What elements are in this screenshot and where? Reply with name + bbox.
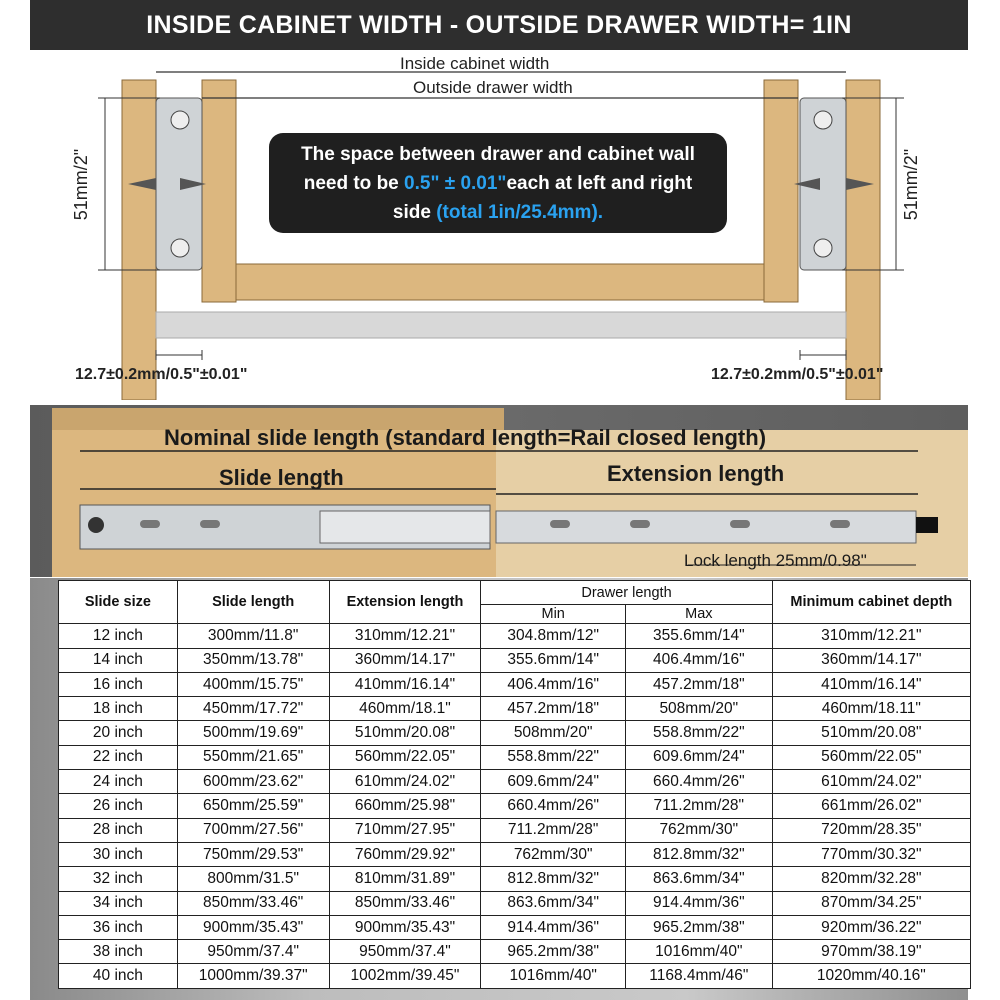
callout-line3a: side (392, 201, 437, 223)
slide-length-label: Slide length (219, 465, 344, 490)
callout-line1: The space between drawer and cabinet wall (301, 143, 695, 165)
table-cell: 18 inch (59, 697, 178, 721)
height-label-right: 51mm/2" (901, 148, 922, 221)
table-cell: 36 inch (59, 915, 178, 939)
table-cell: 310mm/12.21" (329, 624, 481, 648)
table-row (59, 697, 971, 721)
table-cell: 762mm/30" (481, 842, 626, 866)
lock-length-label: Lock length 25mm/0.98" (684, 551, 867, 570)
drawer-bottom (236, 264, 764, 300)
table-cell: 720mm/28.35" (772, 818, 970, 842)
table-cell: 850mm/33.46" (177, 891, 329, 915)
table-cell: 1168.4mm/46" (625, 964, 772, 988)
table-cell: 920mm/36.22" (772, 915, 970, 939)
right-drawer-side (764, 80, 798, 302)
table-cell: 660mm/25.98" (329, 794, 481, 818)
table-cell: 610mm/24.02" (772, 770, 970, 794)
table-cell: 460mm/18.11" (772, 697, 970, 721)
table-cell: 28 inch (59, 818, 178, 842)
header-min: Min (481, 605, 626, 624)
floor-strip (156, 312, 846, 338)
table-row (59, 721, 971, 745)
table-cell: 304.8mm/12" (481, 624, 626, 648)
table-cell: 26 inch (59, 794, 178, 818)
left-slide-ball-bottom (171, 239, 189, 257)
table-body (59, 624, 971, 988)
slide-bumper (88, 517, 104, 533)
table-cell: 500mm/19.69" (177, 721, 329, 745)
table-cell: 560mm/22.05" (329, 745, 481, 769)
table-cell: 360mm/14.17" (772, 648, 970, 672)
table-cell: 965.2mm/38" (481, 940, 626, 964)
table-cell: 14 inch (59, 648, 178, 672)
table-cell: 22 inch (59, 745, 178, 769)
table-cell: 600mm/23.62" (177, 770, 329, 794)
table-cell: 457.2mm/18" (481, 697, 626, 721)
table-cell: 1002mm/39.45" (329, 964, 481, 988)
inside-cabinet-width-label: Inside cabinet width (400, 54, 550, 73)
table-cell: 310mm/12.21" (772, 624, 970, 648)
table-cell: 850mm/33.46" (329, 891, 481, 915)
table-cell: 410mm/16.14" (329, 672, 481, 696)
right-slide-ball-top (814, 111, 832, 129)
table-cell: 970mm/38.19" (772, 940, 970, 964)
table-row (59, 672, 971, 696)
left-slide-ball-top (171, 111, 189, 129)
table-cell: 24 inch (59, 770, 178, 794)
table-cell: 661mm/26.02" (772, 794, 970, 818)
table-cell: 355.6mm/14" (625, 624, 772, 648)
table-cell: 12 inch (59, 624, 178, 648)
table-cell: 1016mm/40" (481, 964, 626, 988)
table-cell: 660.4mm/26" (481, 794, 626, 818)
table-cell: 32 inch (59, 867, 178, 891)
table-cell: 457.2mm/18" (625, 672, 772, 696)
table-cell: 609.6mm/24" (625, 745, 772, 769)
nominal-slide-length-label: Nominal slide length (standard length=Rail closed length) (164, 425, 767, 450)
table-cell: 863.6mm/34" (481, 891, 626, 915)
table-cell: 610mm/24.02" (329, 770, 481, 794)
table-cell: 510mm/20.08" (329, 721, 481, 745)
table-cell: 510mm/20.08" (772, 721, 970, 745)
table-cell: 1000mm/39.37" (177, 964, 329, 988)
table-row (59, 745, 971, 769)
table-cell: 750mm/29.53" (177, 842, 329, 866)
table-row (59, 794, 971, 818)
table-cell: 760mm/29.92" (329, 842, 481, 866)
table-cell: 355.6mm/14" (481, 648, 626, 672)
table-cell: 1016mm/40" (625, 940, 772, 964)
callout-highlight-total: (total 1in/25.4mm). (436, 201, 604, 223)
outside-drawer-width-label: Outside drawer width (413, 78, 573, 97)
table-row (59, 915, 971, 939)
table-cell: 900mm/35.43" (329, 915, 481, 939)
table-cell: 965.2mm/38" (625, 915, 772, 939)
table-row (59, 818, 971, 842)
table-cell: 812.8mm/32" (481, 867, 626, 891)
table-cell: 609.6mm/24" (481, 770, 626, 794)
table-row (59, 770, 971, 794)
table-cell: 34 inch (59, 891, 178, 915)
header-extension-length: Extension length (329, 581, 481, 624)
table-cell: 914.4mm/36" (625, 891, 772, 915)
table-cell: 812.8mm/32" (625, 842, 772, 866)
table-cell: 820mm/32.28" (772, 867, 970, 891)
slide-length-diagram (30, 405, 968, 577)
table-cell: 360mm/14.17" (329, 648, 481, 672)
table-cell: 20 inch (59, 721, 178, 745)
spacing-callout (269, 133, 727, 233)
table-cell: 40 inch (59, 964, 178, 988)
table-cell: 770mm/30.32" (772, 842, 970, 866)
table-cell: 38 inch (59, 940, 178, 964)
table-cell: 870mm/34.25" (772, 891, 970, 915)
extension-length-label: Extension length (607, 461, 785, 486)
slide-middle-rail (320, 511, 490, 543)
table-row (59, 842, 971, 866)
gap-label-left: 12.7±0.2mm/0.5"±0.01" (75, 366, 248, 383)
table-row (59, 867, 971, 891)
table-cell: 950mm/37.4" (177, 940, 329, 964)
table-cell: 711.2mm/28" (625, 794, 772, 818)
header-max: Max (625, 605, 772, 624)
spec-table (58, 580, 971, 989)
table-cell: 700mm/27.56" (177, 818, 329, 842)
table-cell: 914.4mm/36" (481, 915, 626, 939)
gap-label-right: 12.7±0.2mm/0.5"±0.01" (711, 366, 884, 383)
height-label-left: 51mm/2" (71, 148, 92, 221)
table-row (59, 648, 971, 672)
table-cell: 650mm/25.59" (177, 794, 329, 818)
table-cell: 810mm/31.89" (329, 867, 481, 891)
table-cell: 400mm/15.75" (177, 672, 329, 696)
callout-line2b: each at left and right (506, 172, 693, 194)
table-cell: 350mm/13.78" (177, 648, 329, 672)
table-cell: 863.6mm/34" (625, 867, 772, 891)
table-cell: 558.8mm/22" (481, 745, 626, 769)
header-drawer-length: Drawer length (481, 581, 772, 605)
table-row (59, 891, 971, 915)
table-cell: 900mm/35.43" (177, 915, 329, 939)
table-cell: 800mm/31.5" (177, 867, 329, 891)
table-cell: 550mm/21.65" (177, 745, 329, 769)
table-row (59, 940, 971, 964)
right-slide-ball-bottom (814, 239, 832, 257)
table-row (59, 624, 971, 648)
table-cell: 410mm/16.14" (772, 672, 970, 696)
table-cell: 660.4mm/26" (625, 770, 772, 794)
table-cell: 406.4mm/16" (481, 672, 626, 696)
table-row (59, 964, 971, 988)
callout-highlight-tolerance: 0.5" ± 0.01" (404, 172, 507, 194)
table-cell: 710mm/27.95" (329, 818, 481, 842)
page-title: INSIDE CABINET WIDTH - OUTSIDE DRAWER WIDTH= 1IN (30, 0, 968, 50)
table-cell: 508mm/20" (481, 721, 626, 745)
table-cell: 950mm/37.4" (329, 940, 481, 964)
header-slide-length: Slide length (177, 581, 329, 624)
header-min-cabinet-depth: Minimum cabinet depth (772, 581, 970, 624)
cabinet-diagram (30, 50, 968, 400)
spec-table-panel (30, 578, 968, 1000)
table-cell: 762mm/30" (625, 818, 772, 842)
slide-end-cap (916, 517, 938, 533)
table-cell: 508mm/20" (625, 697, 772, 721)
header-slide-size: Slide size (59, 581, 178, 624)
left-cabinet-wall (122, 80, 156, 400)
table-cell: 460mm/18.1" (329, 697, 481, 721)
table-cell: 711.2mm/28" (481, 818, 626, 842)
table-cell: 1020mm/40.16" (772, 964, 970, 988)
table-cell: 406.4mm/16" (625, 648, 772, 672)
table-cell: 16 inch (59, 672, 178, 696)
right-cabinet-wall (846, 80, 880, 400)
table-cell: 450mm/17.72" (177, 697, 329, 721)
table-cell: 300mm/11.8" (177, 624, 329, 648)
table-cell: 558.8mm/22" (625, 721, 772, 745)
left-drawer-side (202, 80, 236, 302)
table-cell: 30 inch (59, 842, 178, 866)
table-cell: 560mm/22.05" (772, 745, 970, 769)
callout-line2a: need to be (303, 172, 405, 194)
